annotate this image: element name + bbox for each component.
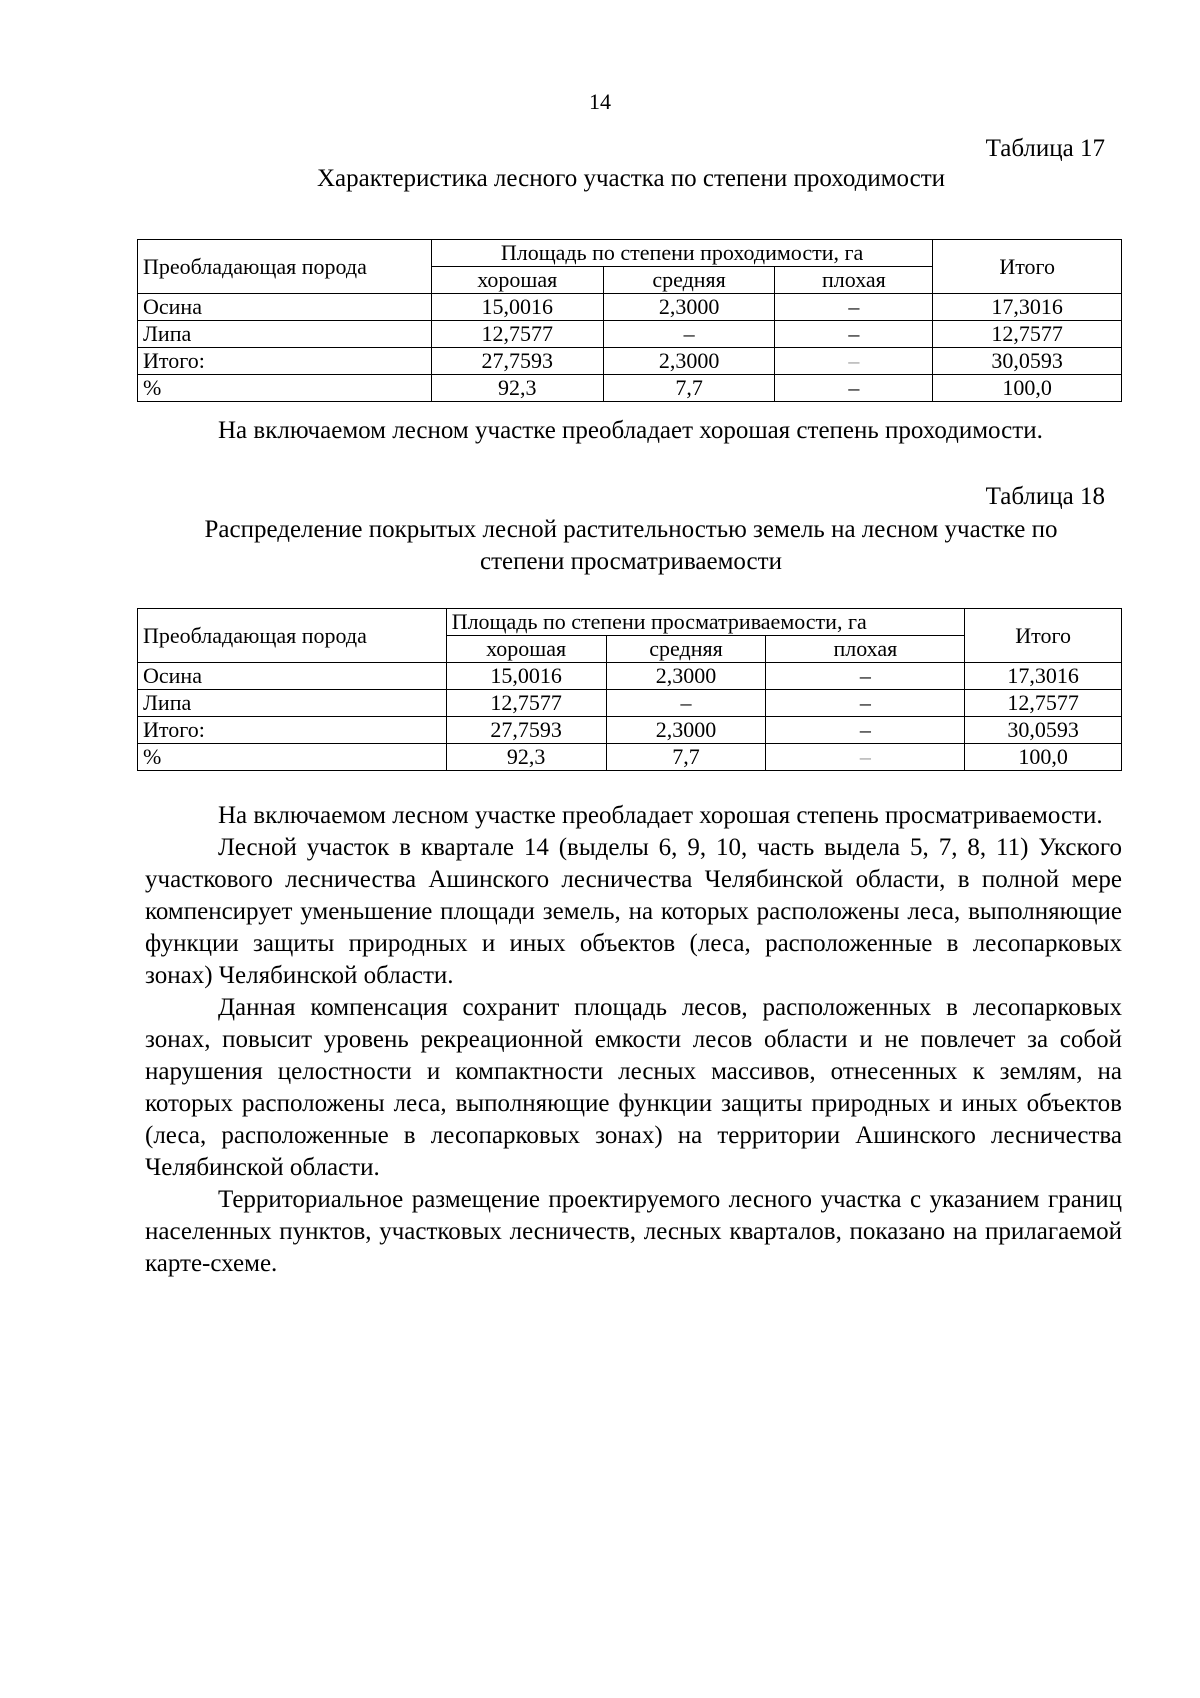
table18-cell: 2,3000 [606, 717, 766, 744]
table18-header-species: Преобладающая порода [138, 609, 447, 663]
table17-title: Характеристика лесного участка по степени проходимости [316, 165, 946, 192]
table18-cell: Липа [138, 690, 447, 717]
table18-cell: 30,0593 [965, 717, 1122, 744]
table18-cell: – [766, 744, 965, 771]
paragraph: На включаемом лесном участке преобладает хорошая степень проходимости. [218, 417, 1043, 444]
table18-caption: Таблица 18 [985, 483, 1105, 510]
table17-header-medium: средняя [603, 267, 775, 294]
table18-header-medium: средняя [606, 636, 766, 663]
table18-cell: – [766, 663, 965, 690]
table17-cell: 27,7593 [431, 348, 603, 375]
table17-cell: 30,0593 [933, 348, 1122, 375]
table18-cell: 27,7593 [446, 717, 606, 744]
table17-cell: – [775, 375, 933, 402]
table17-header-area: Площадь по степени проходимости, га [431, 240, 933, 267]
table18-cell: – [606, 690, 766, 717]
table-row [138, 321, 1122, 348]
table-row [138, 375, 1122, 402]
table18-cell: 12,7577 [965, 690, 1122, 717]
table17-cell: – [775, 321, 933, 348]
table-row [138, 717, 1122, 744]
paragraph: Территориальное размещение проектируемого лесного участка с указанием границ населенных пунктов, участковых лесничеств, лесных кварталов, показано на прилагаемой карте-схеме. [145, 1186, 1122, 1277]
table18 [137, 608, 1122, 771]
table18-cell: Осина [138, 663, 447, 690]
table17-cell: 7,7 [603, 375, 775, 402]
table17-cell: 2,3000 [603, 294, 775, 321]
table18-cell: 2,3000 [606, 663, 766, 690]
table17-cell: 17,3016 [933, 294, 1122, 321]
table18-header-good: хорошая [446, 636, 606, 663]
table17-cell: – [603, 321, 775, 348]
body-text [145, 800, 1122, 1280]
table17-header-poor: плохая [775, 267, 933, 294]
table18-header-poor: плохая [766, 636, 965, 663]
table-row [138, 663, 1122, 690]
table-row [138, 744, 1122, 771]
table17-cell: 92,3 [431, 375, 603, 402]
table-row [138, 690, 1122, 717]
table18-cell: – [766, 690, 965, 717]
table18-title-line2: степени просматриваемости [480, 548, 782, 575]
table18-cell: 100,0 [965, 744, 1122, 771]
table17-cell: Итого: [138, 348, 432, 375]
table17-header-species: Преобладающая порода [138, 240, 432, 294]
table17-cell: % [138, 375, 432, 402]
paragraph: Лесной участок в квартале 14 (выделы 6, 9, 10, часть выдела 5, 7, 8, 11) Укского участкового лесничества Ашинского лесничества Челябинской области, в полной мере компенсирует уменьшение площади земель, на которых расположены леса, выполняющие функции защиты природных и иных объектов (леса, расположенные в лесопарковых зонах) Челябинской области. [145, 834, 1122, 989]
table18-cell: – [766, 717, 965, 744]
table18-cell: 7,7 [606, 744, 766, 771]
table18-cell: 15,0016 [446, 663, 606, 690]
table17-cell: 2,3000 [603, 348, 775, 375]
paragraph: На включаемом лесном участке преобладает хорошая степень просматриваемости. [218, 802, 1103, 829]
table-row [138, 294, 1122, 321]
table17-caption: Таблица 17 [985, 135, 1105, 162]
table18-cell: 12,7577 [446, 690, 606, 717]
table18-cell: Итого: [138, 717, 447, 744]
table17-cell: – [775, 294, 933, 321]
paragraph-table17-summary [145, 415, 1122, 447]
table18-cell: 17,3016 [965, 663, 1122, 690]
table17-cell: Осина [138, 294, 432, 321]
table-row [138, 348, 1122, 375]
page-number: 14 [589, 89, 611, 114]
table18-cell: 92,3 [446, 744, 606, 771]
table17-cell: – [775, 348, 933, 375]
table17-cell: 15,0016 [431, 294, 603, 321]
table17-header-total: Итого [933, 240, 1122, 294]
table17-cell: 12,7577 [933, 321, 1122, 348]
paragraph: Данная компенсация сохранит площадь лесов, расположенных в лесопарковых зонах, повысит уровень рекреационной емкости лесов области и не повлечет за собой нарушения целостности и компактности лесных массивов, отнесенных к землям, на которых расположены леса, выполняющие функции защиты природных и иных объектов (леса, расположенные в лесопарковых зонах) на территории Ашинского лесничества Челябинской области. [145, 994, 1122, 1181]
table17-cell: Липа [138, 321, 432, 348]
table18-cell: % [138, 744, 447, 771]
table17-cell: 12,7577 [431, 321, 603, 348]
table18-title-line1: Распределение покрытых лесной растительностью земель на лесном участке по [204, 516, 1058, 543]
table18-header-total: Итого [965, 609, 1122, 663]
table17-header-good: хорошая [431, 267, 603, 294]
table18-header-area: Площадь по степени просматриваемости, га [446, 609, 965, 636]
table17-cell: 100,0 [933, 375, 1122, 402]
table17 [137, 239, 1122, 402]
